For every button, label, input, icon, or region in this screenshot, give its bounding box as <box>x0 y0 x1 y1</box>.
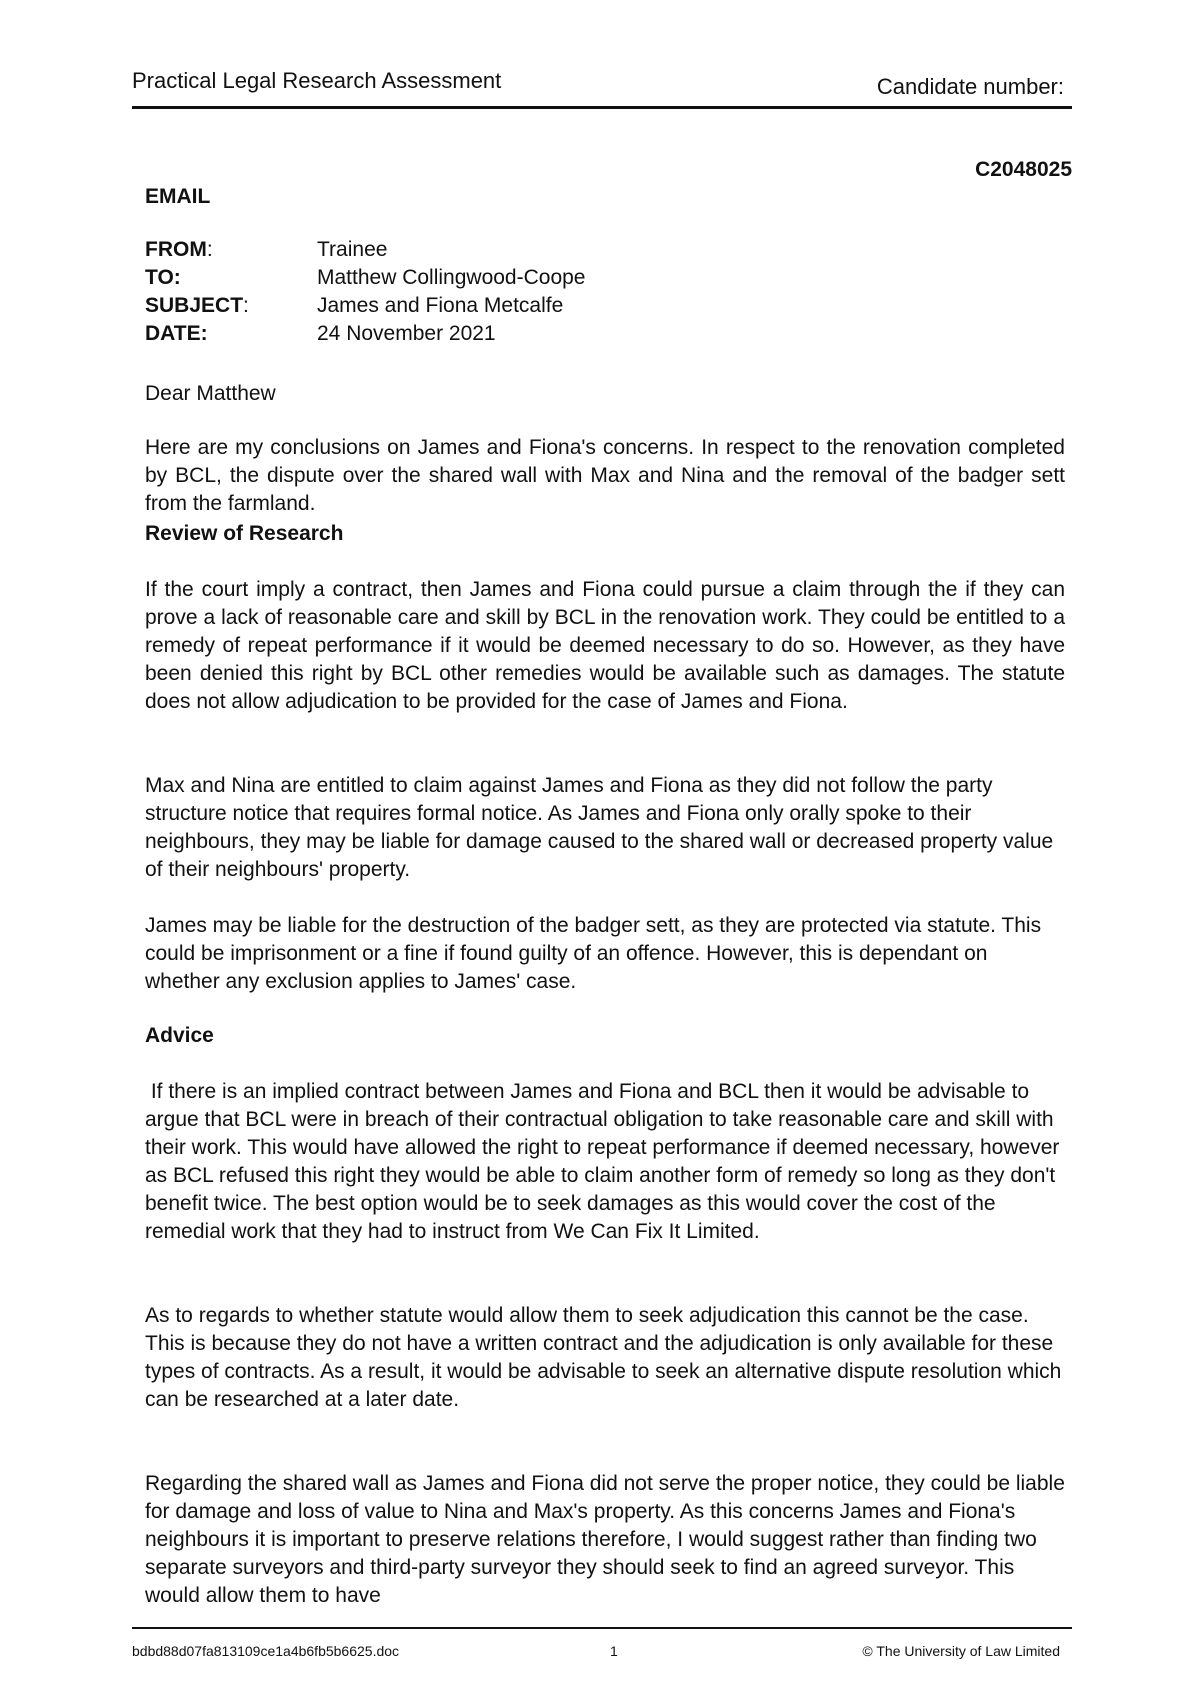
footer-filename: bdbd88d07fa813109ce1a4b6fb5b6625.doc <box>132 1643 400 1659</box>
meta-from-label: FROM: <box>145 238 213 261</box>
footer-page-number: 1 <box>610 1643 618 1659</box>
intro-paragraph: Here are my conclusions on James and Fiona's concerns. In respect to the renovation completed by BCL, the dispute over the shared wall with Max and Nina and the removal of the badger sett from the farmland. <box>145 436 1065 515</box>
advice-paragraph-2: As to regards to whether statute would allow them to seek adjudication this cannot be the case. This is because they do not have a written contract and the adjudication is only available for these types of contracts. As a result, it would be advisable to seek an alternative dispute resolution which can be researched at a later date. <box>145 1304 1062 1411</box>
meta-subject-value: James and Fiona Metcalfe <box>317 294 564 317</box>
candidate-id: C2048025 <box>975 158 1072 181</box>
review-paragraph-3: James may be liable for the destruction of the badger sett, as they are protected via statute. This could be imprisonment or a fine if found guilty of an offence. However, this is dependant on whether any exclusion applies to James' case. <box>145 914 1042 993</box>
review-paragraph-1: If the court imply a contract, then James and Fiona could pursue a claim through the if they can prove a lack of reasonable care and skill by BCL in the renovation work. They could be entitled to a remedy of repeat performance if it would be deemed necessary to do so. However, as they have been denied this right by BCL other remedies would be available such as damages. The statute does not allow adjudication to be provided for the case of James and Fiona. <box>145 578 1065 713</box>
header-title: Practical Legal Research Assessment <box>132 68 502 93</box>
meta-subject-label: SUBJECT: <box>145 294 249 317</box>
advice-paragraph-3: Regarding the shared wall as James and Fiona did not serve the proper notice, they could be liable for damage and loss of value to Nina and Max's property. As this concerns James and Fiona's neighbours it is important to preserve relations therefore, I would suggest rather than finding two separate surveyors and third-party surveyor they should seek to find an agreed surveyor. This would allow them to have <box>145 1472 1065 1607</box>
review-paragraph-2: Max and Nina are entitled to claim against James and Fiona as they did not follow the party structure notice that requires formal notice. As James and Fiona only orally spoke to their neighbours, they may be liable for damage caused to the shared wall or decreased property value of their neighbours' property. <box>145 774 1054 881</box>
advice-heading: Advice <box>145 1024 214 1047</box>
advice-paragraph-1: If there is an implied contract between James and Fiona and BCL then it would be advisable to argue that BCL were in breach of their contractual obligation to take reasonable care and skill with their work. This would have allowed the right to repeat performance if deemed necessary, however as BCL refused this right they would be able to claim another form of remedy so long as they don't benefit twice. The best option would be to seek damages as this would cover the cost of the remedial work that they had to instruct from We Can Fix It Limited. <box>145 1080 1066 1243</box>
candidate-number-label: Candidate number: <box>876 74 1064 99</box>
page-footer <box>132 1627 1072 1659</box>
meta-subject-row <box>145 294 745 322</box>
meta-date-value: 24 November 2021 <box>317 322 496 345</box>
document-type: EMAIL <box>145 185 211 208</box>
page-header <box>132 66 1072 109</box>
greeting: Dear Matthew <box>145 382 276 405</box>
meta-to-value: Matthew Collingwood-Coope <box>317 266 586 289</box>
meta-from-row <box>145 238 745 266</box>
meta-date-label: DATE: <box>145 322 208 345</box>
meta-date-row <box>145 322 745 350</box>
meta-to-row <box>145 266 745 294</box>
review-heading: Review of Research <box>145 522 344 545</box>
footer-copyright: © The University of Law Limited <box>862 1643 1060 1659</box>
meta-from-value: Trainee <box>317 238 388 261</box>
meta-to-label: TO: <box>145 266 181 289</box>
